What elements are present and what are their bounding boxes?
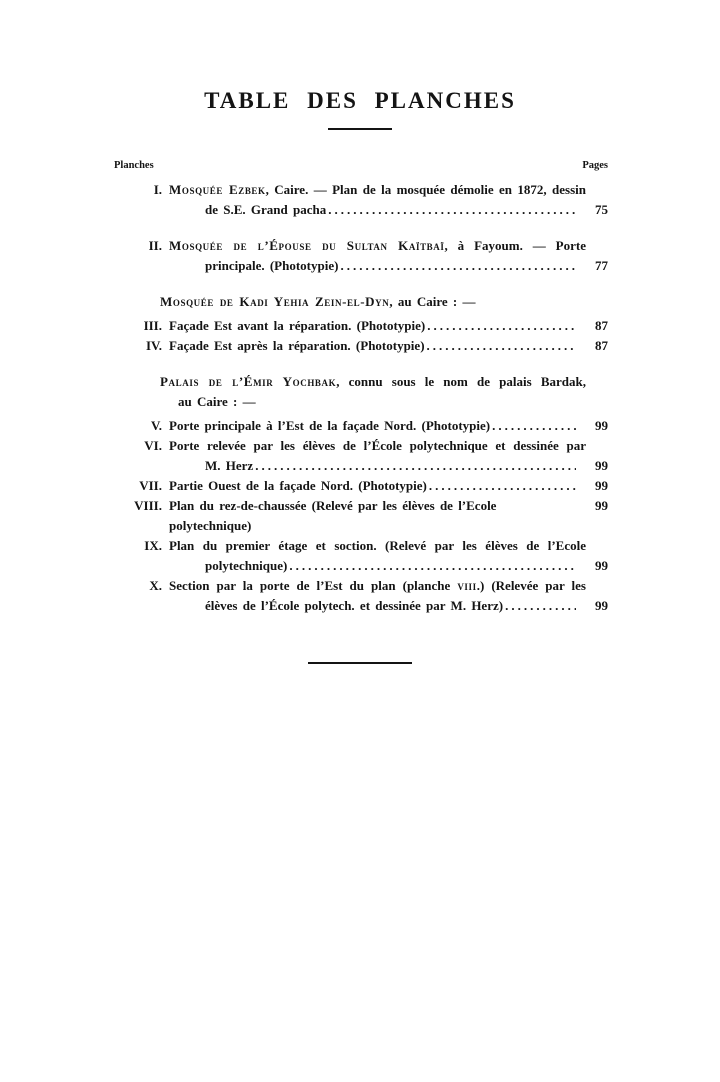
dot-leader — [289, 556, 576, 576]
toc-entry-line — [108, 496, 608, 536]
toc-entry-text: Mosquée Ezbek, Caire. — Plan de la mosquée démolie en 1872, dessin — [169, 182, 586, 197]
toc-entry-line — [108, 336, 608, 356]
toc-entry-line — [108, 416, 608, 436]
page-title: TABLE DES PLANCHES — [204, 88, 516, 113]
page-number: 87 — [595, 318, 608, 333]
toc-group-heading-line — [108, 392, 608, 412]
dot-leader — [427, 336, 576, 356]
plate-numeral: VII. — [139, 478, 162, 493]
toc-group-heading-text: Palais de l’Émir Yochbak, connu sous le nom de palais Bardak, — [160, 374, 586, 389]
toc-entry-text: Façade Est après la réparation. (Phototypie) — [169, 338, 425, 353]
toc-entry-line — [108, 536, 608, 556]
plate-numeral: V. — [151, 418, 162, 433]
toc-entry-text: Plan du rez-de-chaussée (Relevé par les élèves de l’Ecole polytechnique) — [169, 498, 497, 533]
page-number: 75 — [595, 202, 608, 217]
plate-numeral: II. — [148, 238, 162, 253]
toc-entry-line — [108, 476, 608, 496]
plate-numeral: IV. — [145, 338, 162, 353]
page-number: 99 — [595, 558, 608, 573]
toc-group-heading-text: au Caire : — — [178, 394, 256, 409]
toc-entry-text: Partie Ouest de la façade Nord. (Phototypie) — [169, 478, 427, 493]
page-number: 77 — [595, 258, 608, 273]
toc-entry-text: principale. (Phototypie) — [205, 258, 339, 273]
toc-group-heading-line — [108, 372, 608, 392]
page-number: 99 — [595, 598, 608, 613]
page-number: 87 — [595, 338, 608, 353]
toc-entry-text: polytechnique) — [205, 558, 288, 573]
toc-group-heading-line — [108, 292, 608, 312]
toc-entry-line — [108, 456, 608, 476]
toc-entry-text: de S.E. Grand pacha — [205, 202, 327, 217]
dot-leader — [328, 200, 576, 220]
dot-leader — [427, 316, 576, 336]
toc-entry-line — [108, 256, 608, 276]
toc-entry-line — [108, 596, 608, 616]
toc-entry-text: Section par la porte de l’Est du plan (planche viii.) (Relevée par les — [169, 578, 586, 593]
toc-entry-line — [108, 576, 608, 596]
title-rule — [328, 128, 392, 130]
plate-numeral: III. — [143, 318, 162, 333]
dot-leader — [255, 456, 576, 476]
toc-entry-line — [108, 180, 608, 200]
toc-entry-line — [108, 436, 608, 456]
end-rule — [308, 662, 412, 664]
page-number: 99 — [595, 498, 608, 513]
dot-leader — [492, 416, 576, 436]
toc-entry-text: Façade Est avant la réparation. (Phototypie) — [169, 318, 426, 333]
toc-entry-text: Porte principale à l’Est de la façade Nord. (Phototypie) — [169, 418, 491, 433]
toc-group-heading-text: Mosquée de Kadi Yehia Zein-el-Dyn, au Caire : — — [160, 294, 476, 309]
plate-numeral: VI. — [144, 438, 162, 453]
toc-entry-text: Porte relevée par les élèves de l’École polytechnique et dessinée par — [169, 438, 586, 453]
toc-entry-line — [108, 200, 608, 220]
dot-leader — [429, 476, 576, 496]
column-headers — [114, 160, 608, 171]
toc-entry-line — [108, 236, 608, 256]
dot-leader — [505, 596, 576, 616]
page-number: 99 — [595, 478, 608, 493]
toc-entry-text: Plan du premier étage et soction. (Relevé par les élèves de l’Ecole — [169, 538, 586, 553]
plate-numeral: IX. — [144, 538, 162, 553]
plate-numeral: X. — [149, 578, 162, 593]
plate-numeral: I. — [153, 182, 162, 197]
page-number: 99 — [595, 458, 608, 473]
toc-entries — [108, 180, 608, 616]
toc-entry-text: Mosquée de l’Épouse du Sultan Kaïtbaï, à Fayoum. — Porte — [169, 238, 586, 253]
dot-leader — [340, 256, 576, 276]
toc-entry-line — [108, 556, 608, 576]
toc-entry-text: M. Herz — [205, 458, 254, 473]
column-header-planches: Planches — [114, 160, 154, 171]
plate-numeral: VIII. — [134, 498, 162, 513]
toc-entry-text: élèves de l’École polytech. et dessinée par M. Herz) — [205, 598, 504, 613]
column-header-pages: Pages — [582, 160, 608, 171]
toc-entry-line — [108, 316, 608, 336]
page-number: 99 — [595, 418, 608, 433]
